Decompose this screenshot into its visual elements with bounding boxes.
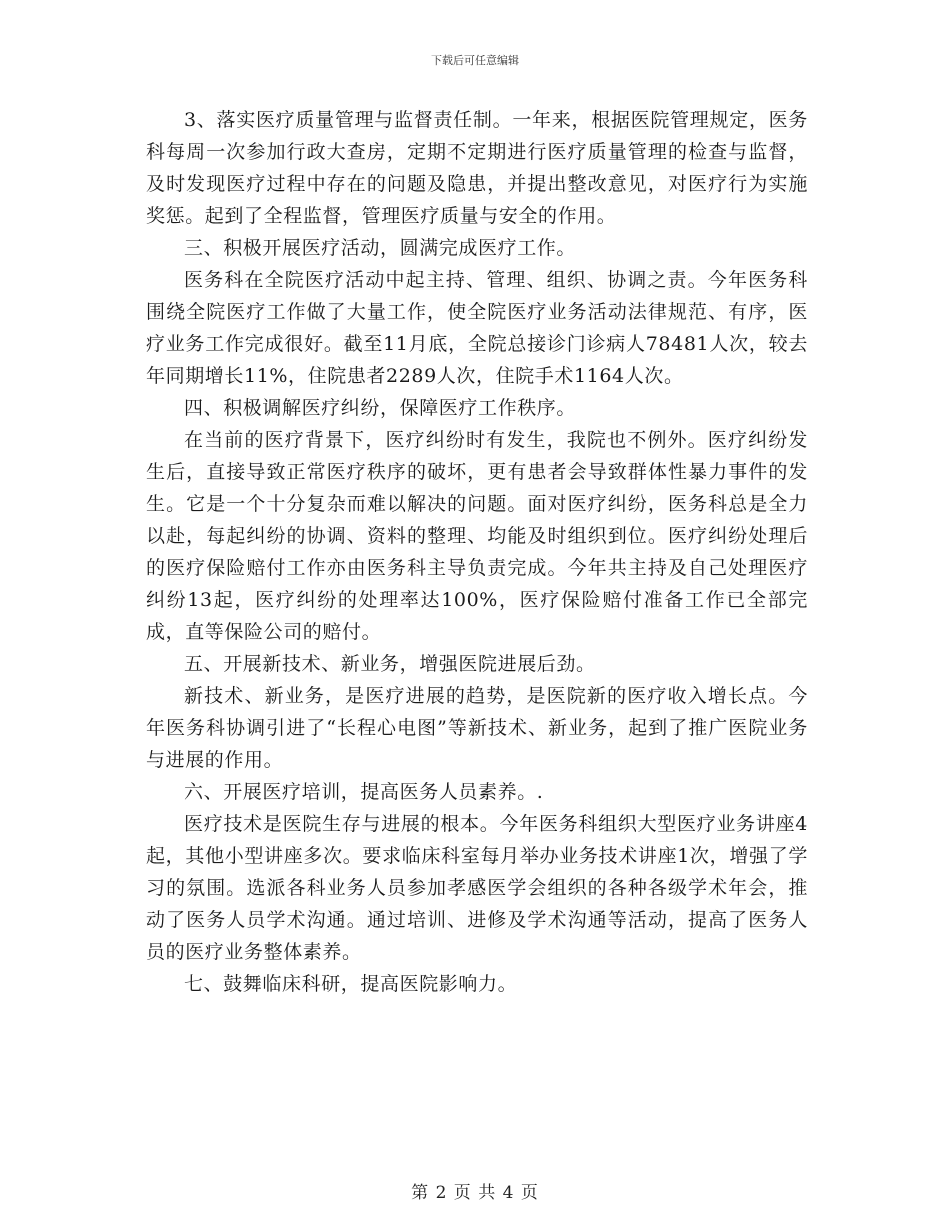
paragraph-medical-activities: 医务科在全院医疗活动中起主持、管理、组织、协调之责。今年医务科围绕全院医疗工作做了大量工作，使全院医疗业务活动法律规范、有序，医疗业务工作完成很好。截至11月底，全院总接诊门诊病人78481人次，较去年同期增长11%，住院患者2289人次，住院手术1164人次。 xyxy=(146,269,808,387)
paragraph-training: 医疗技术是医院生存与进展的根本。今年医务科组织大型医疗业务讲座4起，其他小型讲座多次。要求临床科室每月举办业务技术讲座1次，增强了学习的氛围。选派各科业务人员参加孝感医学会组织的各种各级学术年会，推动了医务人员学术沟通。通过培训、进修及学术沟通等活动，提高了医务人员的医疗业务整体素养。 xyxy=(146,813,808,963)
paragraph-quality-supervision: 3、落实医疗质量管理与监督责任制。一年来，根据医院管理规定，医务科每周一次参加行政大查房，定期不定期进行医疗质量管理的检查与监督，及时发现医疗过程中存在的问题及隐患，并提出整改意见，对医疗行为实施奖惩。起到了全程监督，管理医疗质量与安全的作用。 xyxy=(146,109,808,227)
section-heading-5: 五、开展新技术、新业务，增强医院进展后劲。 xyxy=(184,653,596,675)
section-heading-3: 三、积极开展医疗活动，圆满完成医疗工作。 xyxy=(184,237,577,259)
section-heading-6: 六、开展医疗培训，提高医务人员素养。. xyxy=(184,781,544,803)
paragraph-medical-disputes: 在当前的医疗背景下，医疗纠纷时有发生，我院也不例外。医疗纠纷发生后，直接导致正常医疗秩序的破坏，更有患者会导致群体性暴力事件的发生。它是一个十分复杂而难以解决的问题。面对医疗纠纷，医务科总是全力以赴，每起纠纷的协调、资料的整理、均能及时组织到位。医疗纠纷处理后的医疗保险赔付工作亦由医务科主导负责完成。今年共主持及自己处理医疗纠纷13起，医疗纠纷的处理率达100%，医疗保险赔付准备工作已全部完成，直等保险公司的赔付。 xyxy=(146,429,808,643)
page-number-footer: 第 2 页 共 4 页 xyxy=(411,1183,539,1203)
document-body xyxy=(146,104,808,1000)
paragraph-new-technology: 新技术、新业务，是医疗进展的趋势，是医院新的医疗收入增长点。今年医务科协调引进了“长程心电图”等新技术、新业务，起到了推广医院业务与进展的作用。 xyxy=(146,685,808,771)
section-heading-4: 四、积极调解医疗纠纷，保障医疗工作秩序。 xyxy=(184,397,577,419)
section-heading-7: 七、鼓舞临床科研，提高医院影响力。 xyxy=(184,973,518,995)
page-header: 下载后可任意编辑 xyxy=(431,54,519,67)
